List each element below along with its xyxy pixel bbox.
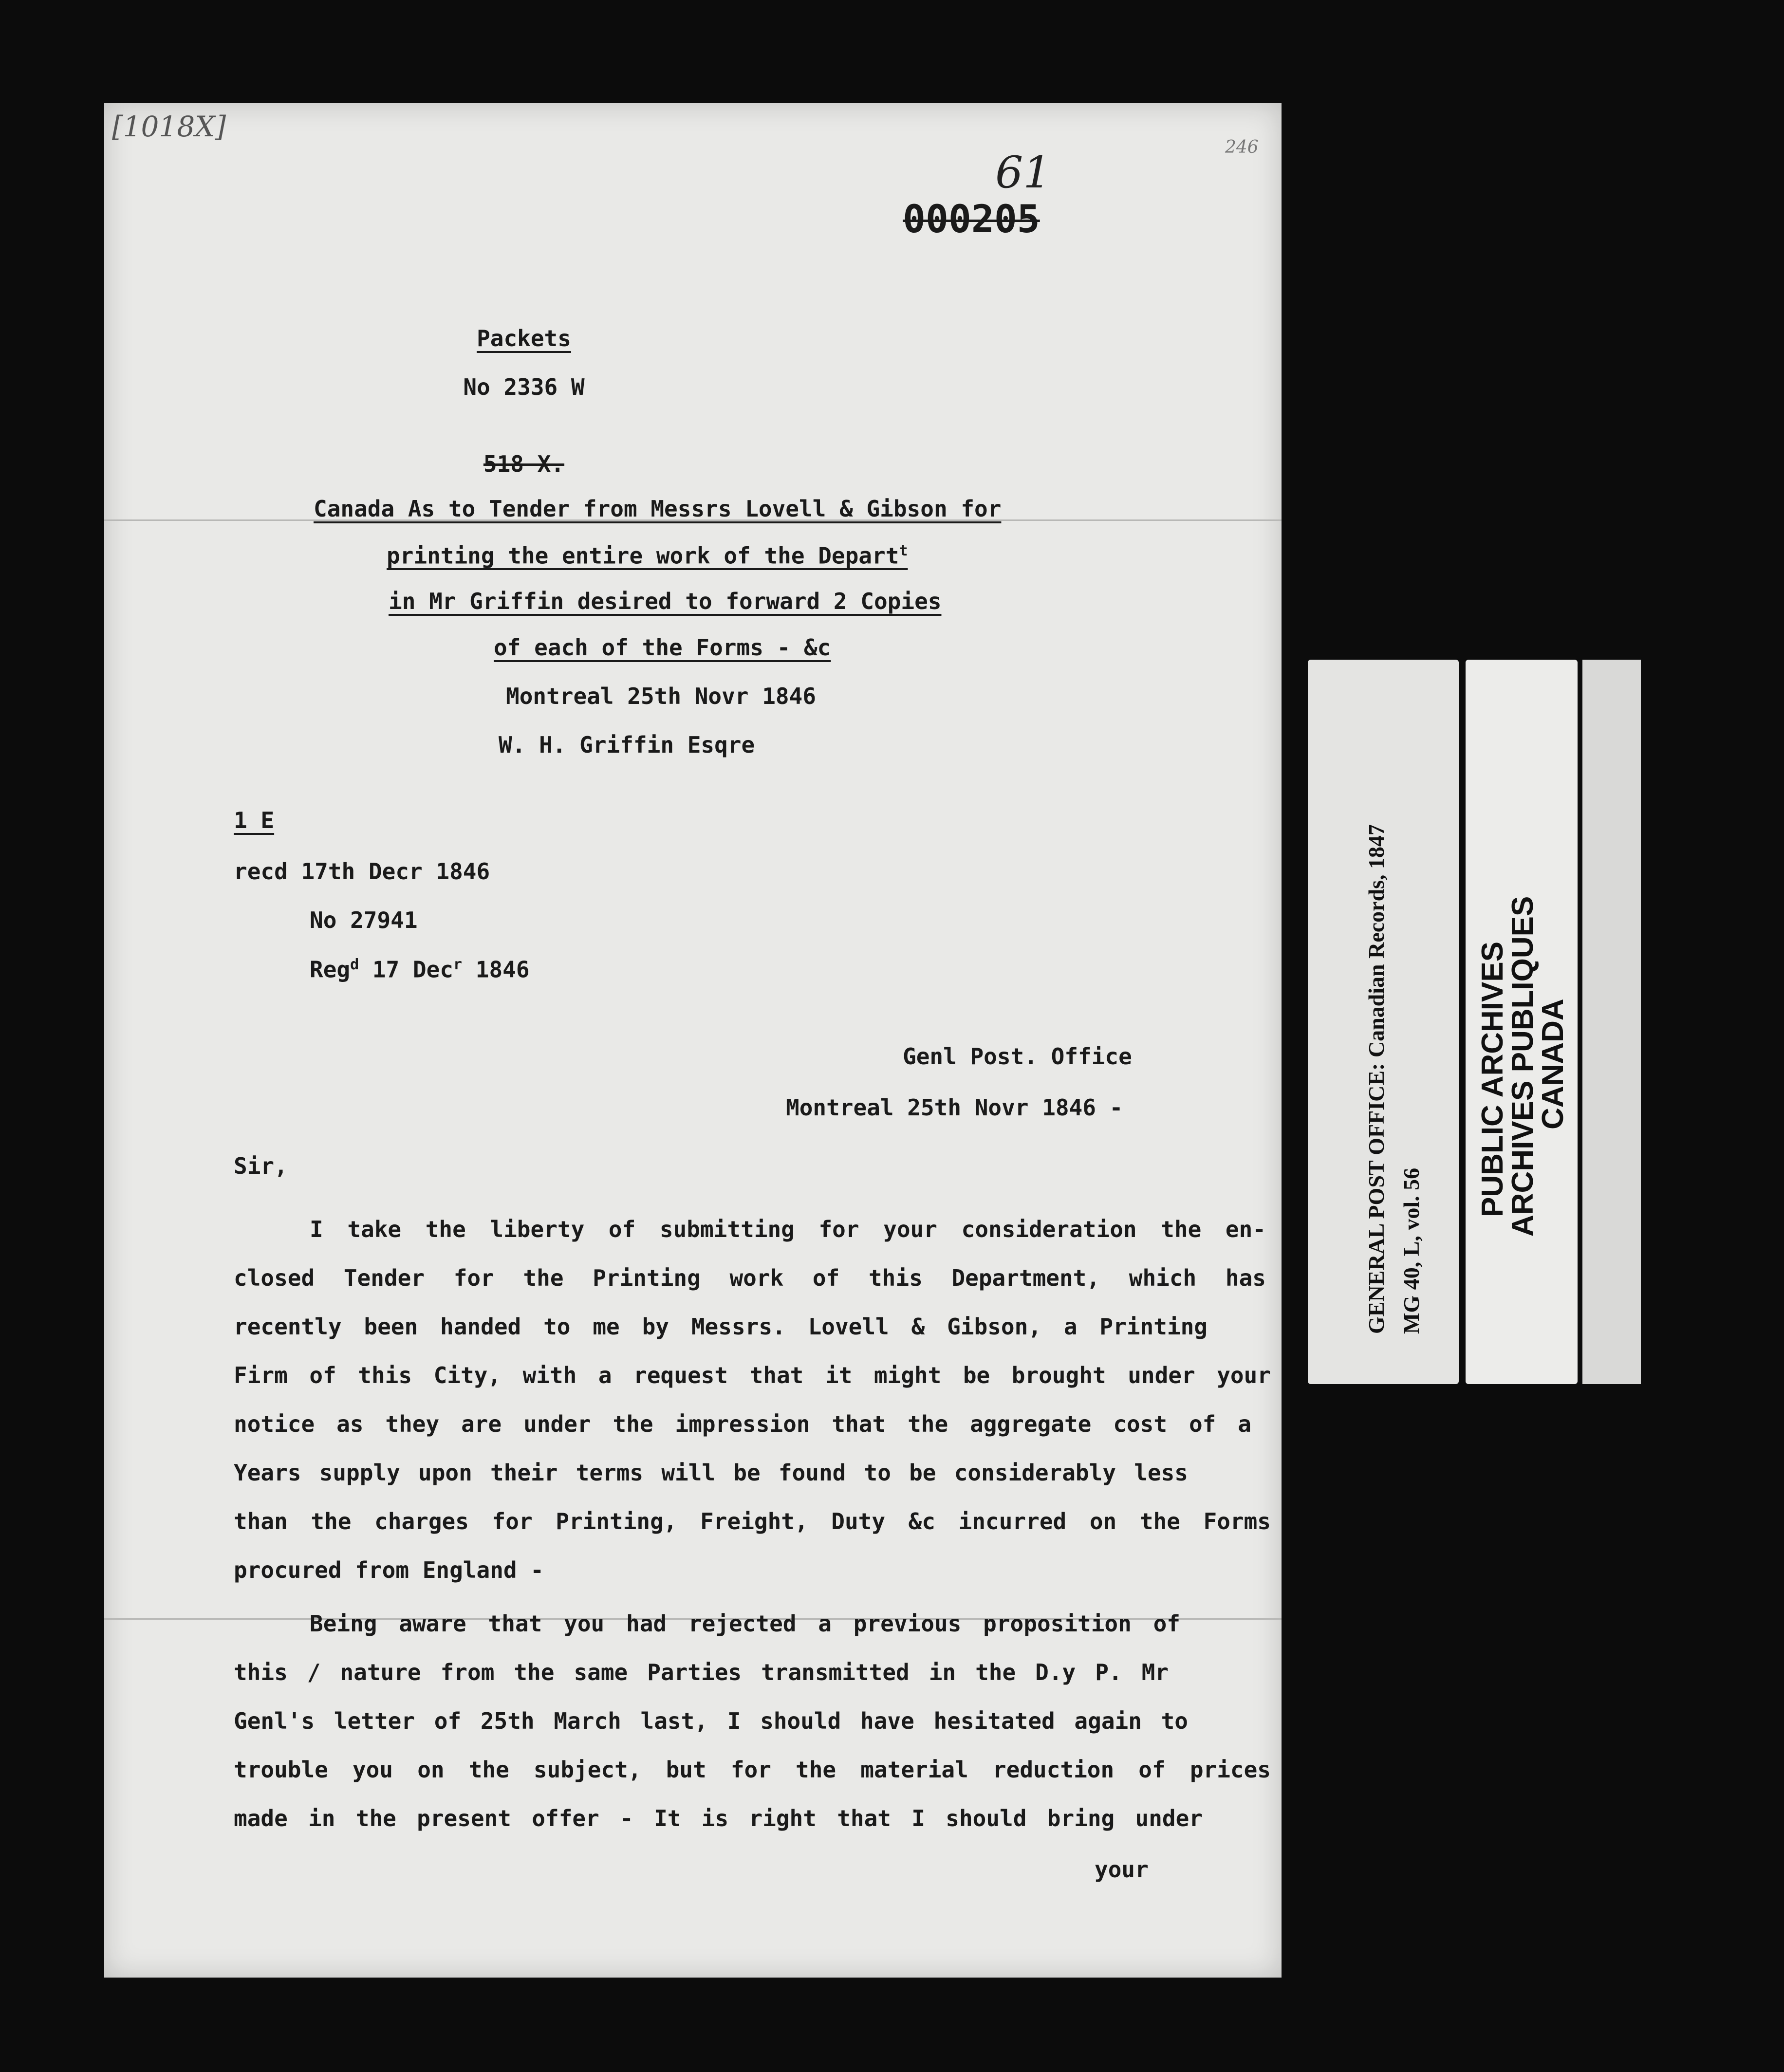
document-page [104,103,1282,1978]
salutation: Sir, [234,1153,288,1179]
addressee: W. H. Griffin Esqre [499,732,755,758]
letterhead-date: Montreal 25th Novr 1846 - [786,1094,1123,1121]
place-date: Montreal 25th Novr 1846 [506,683,816,709]
paragraph-1-line: Years supply upon their terms will be found to be considerably less [234,1460,1188,1486]
heading-number: No 2336 W [463,374,585,400]
paragraph-2-line: Genl's letter of 25th March last, I should have hesitated again to [234,1708,1188,1734]
archive-label-line-2: MG 40, L, vol. 56 [1399,1167,1424,1334]
letterhead-office: Genl Post. Office [903,1043,1132,1070]
registry-received: recd 17th Decr 1846 [234,858,490,885]
paragraph-2-line: Being aware that you had rejected a previous proposition of [310,1610,1180,1637]
paragraph-1-line: notice as they are under the impression that the aggregate cost of a [234,1411,1251,1437]
catchword: your [1095,1856,1149,1883]
archive-stamp-line-2: ARCHIVES PUBLIQUES [1506,896,1540,1237]
registry-mark: 1 E [234,807,275,833]
subject-line-2: printing the entire work of the Depart$^t$ [387,542,908,569]
struck-reference: 518 X. [483,451,565,477]
paragraph-2-line: trouble you on the subject, but for the material reduction of prices [234,1757,1271,1783]
paragraph-1-line: procured from England - [234,1557,544,1583]
archive-label-line-1: GENERAL POST OFFICE: Canadian Records, 1847 [1364,824,1389,1334]
archive-stamp-line-3: CANADA [1536,999,1570,1129]
paragraph-1-line: than the charges for Printing, Freight, Duty &c incurred on the Forms [234,1508,1271,1535]
paragraph-1-line: I take the liberty of submitting for your consideration the en- [310,1216,1266,1242]
subject-line-4: of each of the Forms - &c [494,634,831,661]
archive-stamp-line-1: PUBLIC ARCHIVES [1476,941,1509,1217]
paragraph-2-line: made in the present offer - It is right that I should bring under [234,1805,1203,1832]
stamped-number: 000205 [903,198,1040,241]
folio-number: 61 [995,147,1051,198]
archive-strip-edge [1582,660,1641,1384]
subject-line-1: Canada As to Tender from Messrs Lovell & Gibson for [314,496,1002,522]
subject-line-3: in Mr Griffin desired to forward 2 Copies [389,588,942,614]
corner-number: 246 [1225,137,1259,157]
paragraph-1-line: closed Tender for the Printing work of this Department, which has [234,1265,1266,1291]
registry-registered: Reg$^d$ 17 Dec$^r$ 1846 [310,956,530,983]
heading-title: Packets [477,325,571,352]
bracket-note: [1018X] [112,110,226,143]
paragraph-1-line: recently been handed to me by Messrs. Lovell & Gibson, a Printing [234,1314,1208,1340]
registry-number: No 27941 [310,907,418,933]
paragraph-2-line: this / nature from the same Parties transmitted in the D.y P. Mr [234,1659,1169,1685]
paragraph-1-line: Firm of this City, with a request that it might be brought under your [234,1362,1271,1388]
